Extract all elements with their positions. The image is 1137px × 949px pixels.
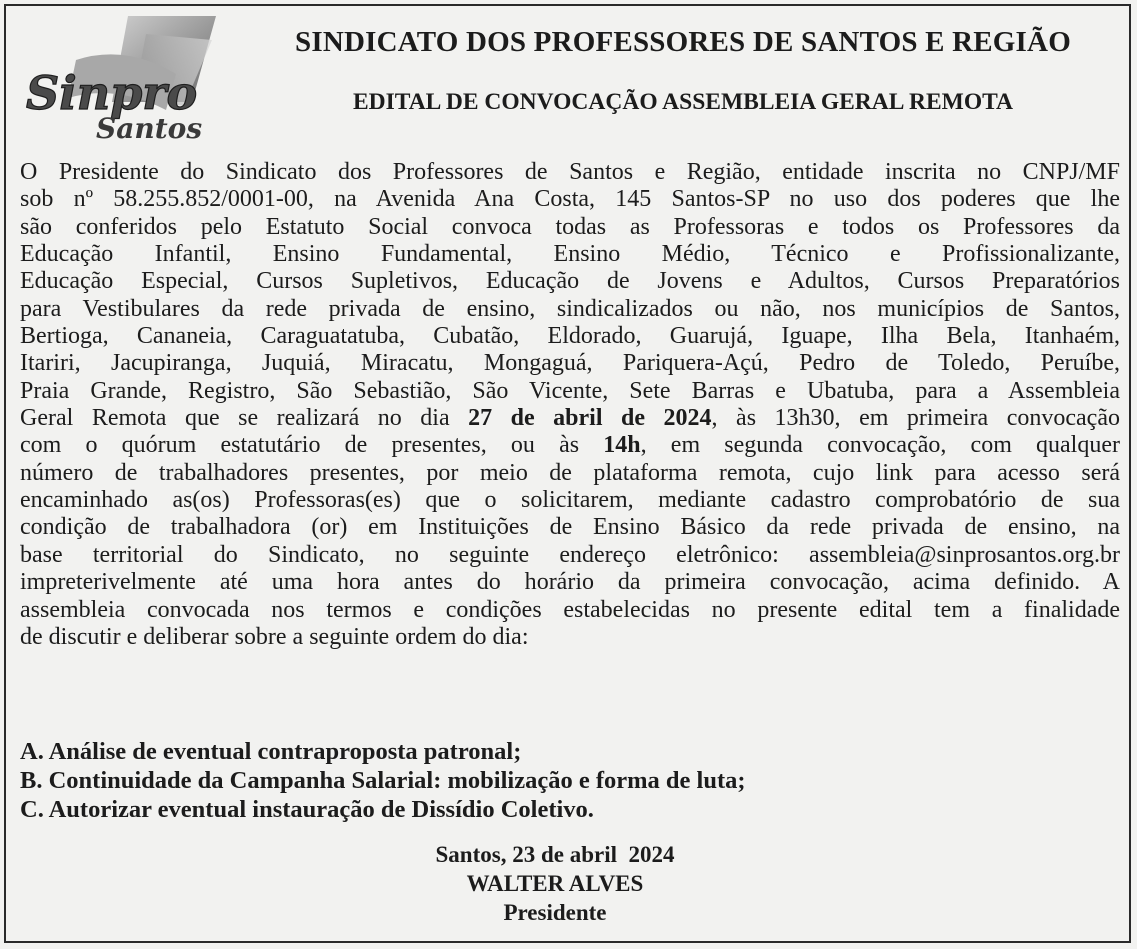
- text-line-email: base territorial do Sindicato, no seguinte endereço eletrônico: assembleia@sinprosantos.org.br: [20, 541, 1120, 568]
- text-line: são conferidos pelo Estatuto Social convoca todas as Professoras e todos os Professores da: [20, 213, 1120, 240]
- logo-text-santos: Santos: [96, 112, 203, 142]
- agenda-item-b: B. Continuidade da Campanha Salarial: mobilização e forma de luta;: [20, 767, 746, 794]
- agenda-list: [20, 737, 1120, 824]
- sinpro-logo: [16, 14, 230, 142]
- text-line: Educação Especial, Cursos Supletivos, Educação de Jovens e Adultos, Cursos Preparatórios: [20, 268, 1120, 295]
- text-line: encaminhado as(os) Professoras(es) que o solicitarem, mediante cadastro comprobatório de sua: [20, 487, 1120, 514]
- signatory-role: Presidente: [503, 900, 607, 925]
- signature-block: [255, 840, 855, 927]
- logo-text-sinpro: Sinpro: [26, 66, 198, 120]
- text-line: Itariri, Jacupiranga, Juquiá, Miracatu, Mongaguá, Pariquera-Açú, Pedro de Toledo, Peruíbe,: [20, 350, 1120, 377]
- organization-name: SINDICATO DOS PROFESSORES DE SANTOS E REGIÃO: [295, 26, 1071, 58]
- sinpro-logo-graphic: [16, 14, 230, 142]
- text-line: Educação Infantil, Ensino Fundamental, Ensino Médio, Técnico e Profissionalizante,: [20, 241, 1120, 268]
- text-line: impreterivelmente até uma hora antes do horário da primeira convocação, acima definido. A: [20, 569, 1120, 596]
- text-line: Praia Grande, Registro, São Sebastião, São Vicente, Sete Barras e Ubatuba, para a Assembleia: [20, 377, 1120, 404]
- text-line-time: [20, 432, 1120, 459]
- second-call-time: 14h: [603, 432, 641, 459]
- text-segment: com o quórum estatutário de presentes, ou às: [20, 432, 604, 459]
- agenda-item-c: C. Autorizar eventual instauração de Dissídio Coletivo.: [20, 796, 594, 823]
- signature-place-date: Santos, 23 de abril 2024: [435, 842, 675, 867]
- text-line-date: [20, 405, 1120, 432]
- text-line: de discutir e deliberar sobre a seguinte ordem do dia:: [20, 623, 529, 650]
- assembly-date: 27 de abril de 2024: [468, 405, 712, 432]
- text-line: sob nº 58.255.852/0001-00, na Avenida Ana Costa, 145 Santos-SP no uso dos poderes que lhe: [20, 186, 1120, 213]
- text-segment: , em segunda convocação, com qualquer: [640, 432, 1120, 459]
- text-line: para Vestibulares da rede privada de ensino, sindicalizados ou não, nos municípios de Santos,: [20, 295, 1120, 322]
- agenda-item-a: A. Análise de eventual contraproposta patronal;: [20, 738, 522, 765]
- text-segment: , às 13h30, em primeira convocação: [711, 405, 1120, 432]
- edict-title: EDITAL DE CONVOCAÇÃO ASSEMBLEIA GERAL REMOTA: [352, 89, 1014, 115]
- text-segment: Geral Remota que se realizará no dia: [20, 405, 469, 432]
- text-line: condição de trabalhadora (or) em Instituições de Ensino Básico da rede privada de ensino, na: [20, 514, 1120, 541]
- text-line: assembleia convocada nos termos e condições estabelecidas no presente edital tem a finalidade: [20, 596, 1120, 623]
- signatory-name: WALTER ALVES: [466, 871, 644, 896]
- text-line: Bertioga, Cananeia, Caraguatatuba, Cubatão, Eldorado, Guarujá, Iguape, Ilha Bela, Itanhaém,: [20, 323, 1120, 350]
- text-line: número de trabalhadores presentes, por meio de plataforma remota, cujo link para acesso será: [20, 459, 1120, 486]
- convocation-text: [20, 159, 1120, 651]
- text-line: O Presidente do Sindicato dos Professores de Santos e Região, entidade inscrita no CNPJ/MF: [20, 159, 1120, 185]
